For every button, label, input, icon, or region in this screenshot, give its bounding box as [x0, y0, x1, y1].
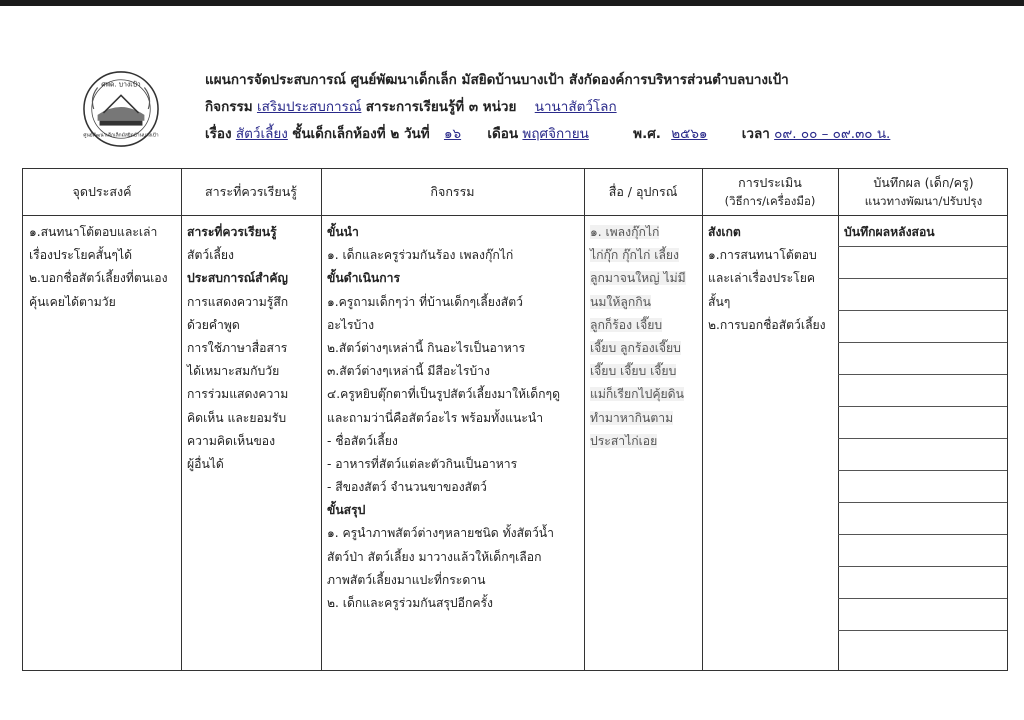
header-divider: [23, 215, 1007, 216]
topic-value: สัตว์เลี้ยง: [235, 126, 288, 142]
record-line: [838, 406, 1007, 407]
header-assessment: การประเมิน (วิธีการ/เครื่องมือ): [724, 175, 816, 208]
year-label: พ.ศ.: [633, 126, 661, 142]
month-value: พฤศจิกายน: [522, 126, 589, 142]
record-line: [838, 438, 1007, 439]
school-seal-logo: [82, 70, 160, 148]
year-value: ๒๕๖๑: [671, 126, 708, 142]
record-line: [838, 502, 1007, 503]
header-record: บันทึกผล (เด็ก/ครู) แนวทางพัฒนา/ปรับปรุง: [864, 175, 983, 208]
record-line: [838, 342, 1007, 343]
activity-label: กิจกรรม: [205, 99, 253, 115]
record-line: [838, 374, 1007, 375]
header-content: สาระที่ควรเรียนรู้: [205, 184, 297, 199]
column-divider: [838, 169, 839, 670]
day-value: ๑๖: [443, 126, 462, 142]
plan-title: แผนการจัดประสบการณ์ ศูนย์พัฒนาเด็กเล็ก มัสยิดบ้านบางเป้า สังกัดองค์การบริหารส่วนตำบลบางเป้า: [205, 72, 789, 88]
column-divider: [584, 169, 585, 670]
column-divider: [321, 169, 322, 670]
record-line: [838, 598, 1007, 599]
header-media: สื่อ / อุปกรณ์: [608, 184, 678, 199]
logo-text-top: ศพด. บางเป้า: [101, 80, 141, 89]
record-line: [838, 310, 1007, 311]
topic-line: [205, 124, 890, 144]
assessment-cell: สังเกต ๑.การสนทนาโต้ตอบ และเล่าเรื่องประโยค สั้นๆ ๒.การบอกชื่อสัตว์เลี้ยง: [708, 225, 826, 332]
header-activity: กิจกรรม: [430, 184, 475, 199]
objective-cell: ๑.สนทนาโต้ตอบและเล่า เรื่องประโยคสั้นๆได้ ๒.บอกชื่อสัตว์เลี้ยงที่ตนเอง คุ้นเคยได้ตามวัย: [29, 225, 168, 309]
column-divider: [702, 169, 703, 670]
month-label: เดือน: [487, 126, 519, 142]
column-divider: [181, 169, 182, 670]
activity-cell: ขั้นนำ ๑. เด็กและครูร่วมกันร้อง เพลงกุ๊กไก่ ขั้นดำเนินการ ๑.ครูถามเด็กๆว่า ที่บ้านเด็กๆเลี้ยงสัตว์ อะไรบ้าง ๒.สัตว์ต่างๆเหล่านี้ กินอะไรเป็นอาหาร ๓.สัตว์ต่างๆเหล่านี้ มีสีอะไรบ้าง ๔.ครูหยิบตุ๊กตาที่เป็นรูปสัตว์เลี้ยงมาให้เด็กๆดู และถามว่านี่คือสัตว์อะไร พร้อมทั้งแนะนำ - ชื่อสัตว์เลี้ยง - อาหารที่สัตว์แต่ละตัวกินเป็นอาหาร - สีของสัตว์ จำนวนขาของสัตว์ ขั้นสรุป ๑. ครูนำภาพสัตว์ต่างๆหลายชนิด ทั้งสัตว์น้ำ สัตว์ป่า สัตว์เลี้ยง มาวางแล้วให้เด็กๆเลือก ภาพสัตว์เลี้ยงมาแปะที่กระดาน ๒. เด็กและครูร่วมกันสรุปอีกครั้ง: [327, 225, 561, 610]
record-line: [838, 534, 1007, 535]
media-cell: ๑. เพลงกุ๊กไก่ ไก่กุ๊ก กุ๊กไก่ เลี้ยง ลูกมาจนใหญ่ ไม่มี นมให้ลูกกิน ลูกก็ร้อง เจี๊ยบ เจี๊ยบ ลูกร้องเจี๊ยบ เจี๊ยบ เจี๊ยบ เจี๊ยบ แม่ก็เรียกไปคุ้ยดิน ทำมาหากินตาม ประสาไก่เอย: [590, 225, 686, 448]
class-label: ชั้นเด็กเล็กห้องที่ ๒ วันที่: [292, 126, 430, 142]
record-line: [838, 566, 1007, 567]
top-edge-bar: [0, 0, 1024, 6]
record-title: บันทึกผลหลังสอน: [844, 225, 935, 239]
record-line: [838, 278, 1007, 279]
record-line: [838, 470, 1007, 471]
lesson-plan-table: [22, 168, 1008, 671]
logo-text-bottom: ศูนย์พัฒนาเด็กเล็กมัสยิดบ้านบางเป้า: [83, 132, 159, 139]
time-value: ๐๙. ๐๐ – ๐๙.๓๐ น.: [774, 126, 891, 142]
time-label: เวลา: [741, 126, 770, 142]
content-cell: สาระที่ควรเรียนรู้ สัตว์เลี้ยง ประสบการณ์สำคัญ การแสดงความรู้สึก ด้วยคำพูด การใช้ภาษาสื่อสาร ได้เหมาะสมกับวัย การร่วมแสดงความ คิดเห็น และยอมรับ ความคิดเห็นของ ผู้อื่นได้: [187, 225, 289, 471]
record-line: [838, 630, 1007, 631]
activity-line: [205, 97, 617, 117]
unit-label: สาระการเรียนรู้ที่ ๓ หน่วย: [365, 99, 517, 115]
record-line: [838, 246, 1007, 247]
unit-value: นานาสัตว์โลก: [534, 99, 617, 115]
activity-value: เสริมประสบการณ์: [256, 99, 362, 115]
topic-label: เรื่อง: [205, 126, 232, 142]
header-objective: จุดประสงค์: [72, 184, 132, 199]
